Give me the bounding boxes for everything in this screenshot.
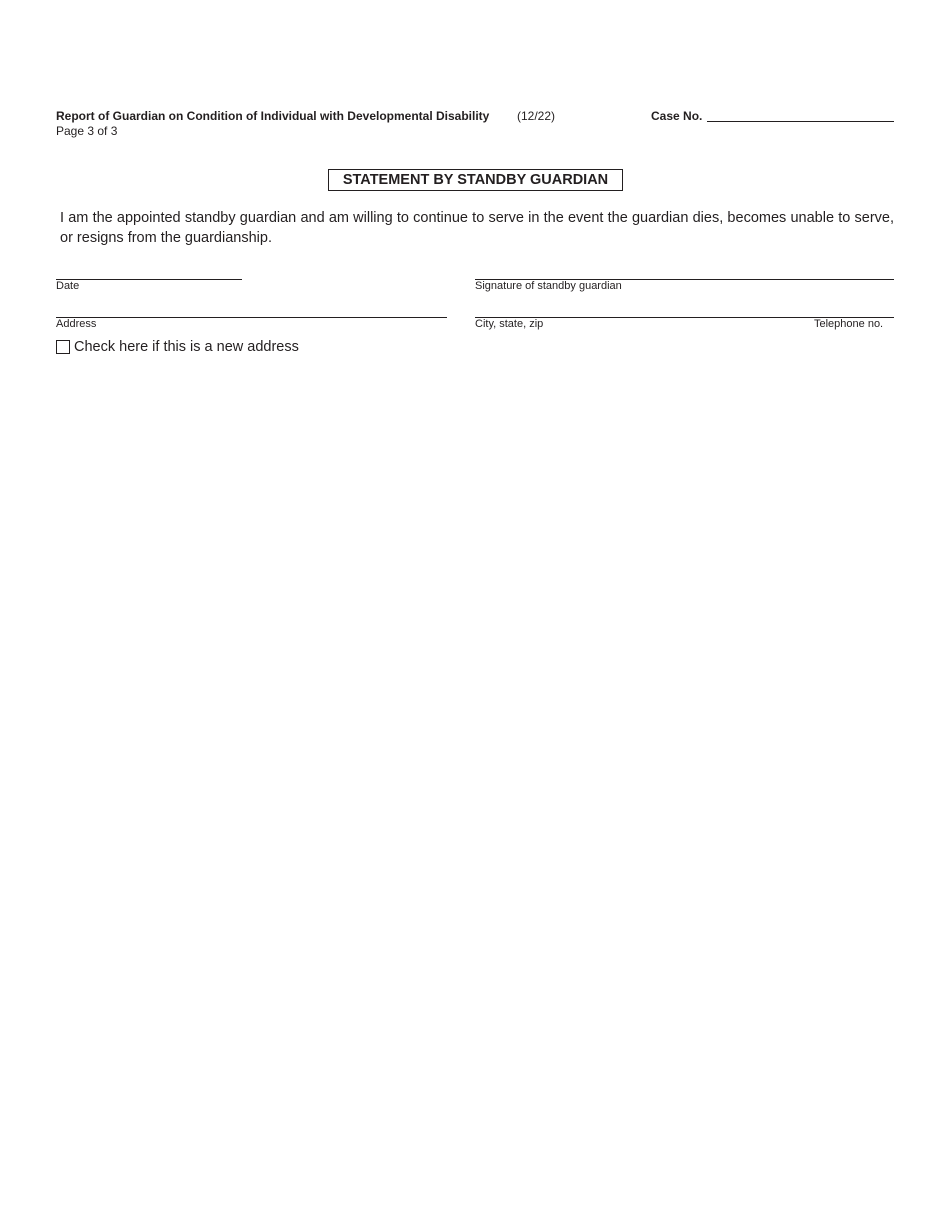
form-revision: (12/22) bbox=[517, 109, 556, 123]
address-label: Address bbox=[56, 318, 97, 330]
statement-text: I am the appointed standby guardian and am willing to continue to serve in the event the guardian dies, becomes unable to serve, or resigns from the guardianship. bbox=[60, 210, 894, 246]
case-no-field[interactable] bbox=[707, 121, 894, 122]
case-no-label: Case No. bbox=[651, 109, 703, 123]
city-label: City, state, zip bbox=[475, 318, 544, 330]
page-number: Page 3 of 3 bbox=[56, 124, 118, 138]
address-field[interactable] bbox=[56, 317, 447, 318]
new-address-label: Check here if this is a new address bbox=[74, 339, 299, 355]
telephone-label: Telephone no. bbox=[814, 318, 884, 330]
date-field[interactable] bbox=[56, 279, 242, 280]
section-title: STATEMENT BY STANDBY GUARDIAN bbox=[328, 169, 623, 191]
signature-label: Signature of standby guardian bbox=[475, 280, 622, 292]
new-address-checkbox[interactable] bbox=[56, 340, 70, 354]
date-label: Date bbox=[56, 280, 80, 292]
form-title: Report of Guardian on Condition of Individual with Developmental Disability bbox=[56, 109, 490, 123]
